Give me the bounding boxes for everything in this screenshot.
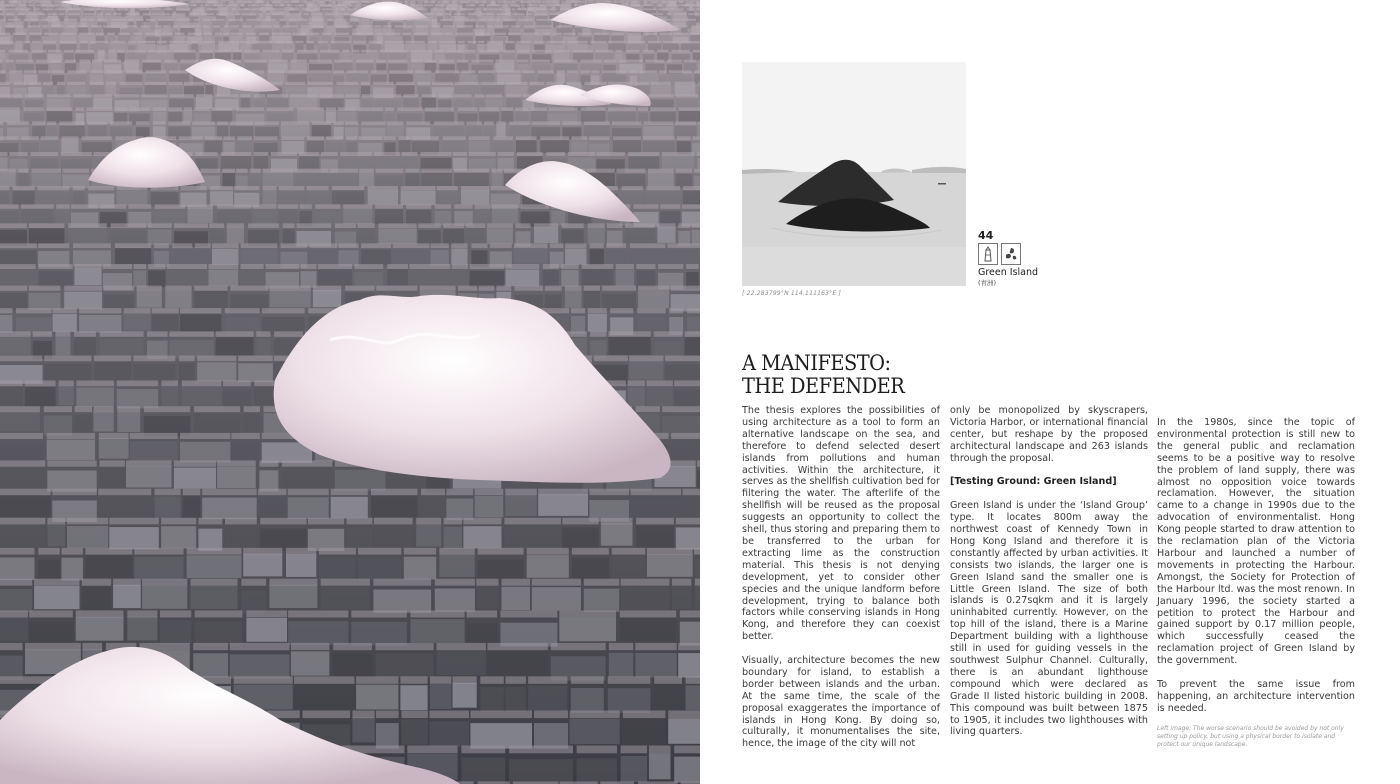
island-type-tags xyxy=(978,243,1021,265)
paragraph: To prevent the same issue from happening, an architecture intervention is needed. xyxy=(1157,678,1355,714)
text-column-1 xyxy=(742,405,940,762)
paragraph: only be monopolized by skyscrapers, Victoria Harbor, or international financial center, but reshape by the proposed architectural landscape and 263 islands through the proposal. xyxy=(950,405,1148,464)
photo-coordinates: [ 22.283799°N 114.111163°E ] xyxy=(742,290,841,297)
paragraph: Green Island is under the ‘Island Group’ type. It locates 800m away the northwest coast of Kennedy Town in Hong Kong Island and therefore it is constantly affected by urban activities. It consists two islands, the larger one is Green Island sand the smaller one is Little Green Island. The size of both islands is 0.27sqkm and it is largely uninhabited currently. However, on the top hill of the island, there is a Marine Department building with a lighthouse still in used for guiding vessels in the southwest Sulphur Channel. Culturally, there is an abundant lighthouse compound which were declared as Grade II listed historic building in 2008. This compound was built between 1875 to 1905, it includes two lighthouses with living quarters. xyxy=(950,500,1148,738)
island-photo xyxy=(742,62,966,286)
text-column-2 xyxy=(950,405,1148,750)
paragraph: Visually, architecture becomes the new boundary for island, to establish a border between islands and the urban. At the same time, the scale of the proposal exaggerates the importance of islands in Hong Kong. By doing so, culturally, it monumentalises the site, hence, the image of the city will not xyxy=(742,655,940,750)
lighthouse-icon xyxy=(978,243,998,265)
island-group-icon xyxy=(1001,243,1021,265)
island-number: 44 xyxy=(978,229,994,242)
title-line-2: THE DEFENDER xyxy=(742,374,905,399)
section-heading: [Testing Ground: Green Island] xyxy=(950,476,1117,488)
image-caption: Left image: The worse scenario should be avoided by not only setting up policy, but using a physical border to isolate and protect our unique landscape. xyxy=(1157,725,1344,748)
paragraph: In the 1980s, since the topic of environmental protection is still new to the general public and reclamation seems to be a positive way to resolve the problem of land supply, there was almost no opposition voice towards reclamation. However, the situation came to a change in 1990s due to the advocation of environmentalist. Hong Kong people started to draw attention to the reclamation plan of the Victoria Harbour and launched a number of movements in protecting the Harbour. Amongst, the Society for Protection of the Harbour ltd. was the most renown. In January 1996, the society started a petition to protect the Harbour and gained support by 0.17 million people, which successfully ceased the reclamation project of Green Island by the government. xyxy=(1157,417,1355,667)
island-name: Green Island xyxy=(978,267,1039,278)
page-title xyxy=(742,352,1002,398)
paragraph: The thesis explores the possibilities of using architecture as a tool to form an alternative landscape on the sea, and therefore to defend selected desert islands from pollutions and human activities. Within the architecture, it serves as the shellfish cultivation bed for filtering the water. The afterlife of the shellfish will be reused as the proposal suggests an opportunity to collect the shell, thus storing and preparing them to be transferred to the urban for extracting lime as the construction material. This thesis is not denying development, yet to consider other species and the unique landform before development, trying to balance both factors while conserving islands in Hong Kong, and therefore they can coexist better. xyxy=(742,405,940,643)
title-line-1: A MANIFESTO: xyxy=(742,351,891,376)
island-name-chinese: (青洲) xyxy=(978,279,997,287)
text-column-3 xyxy=(1157,417,1355,727)
